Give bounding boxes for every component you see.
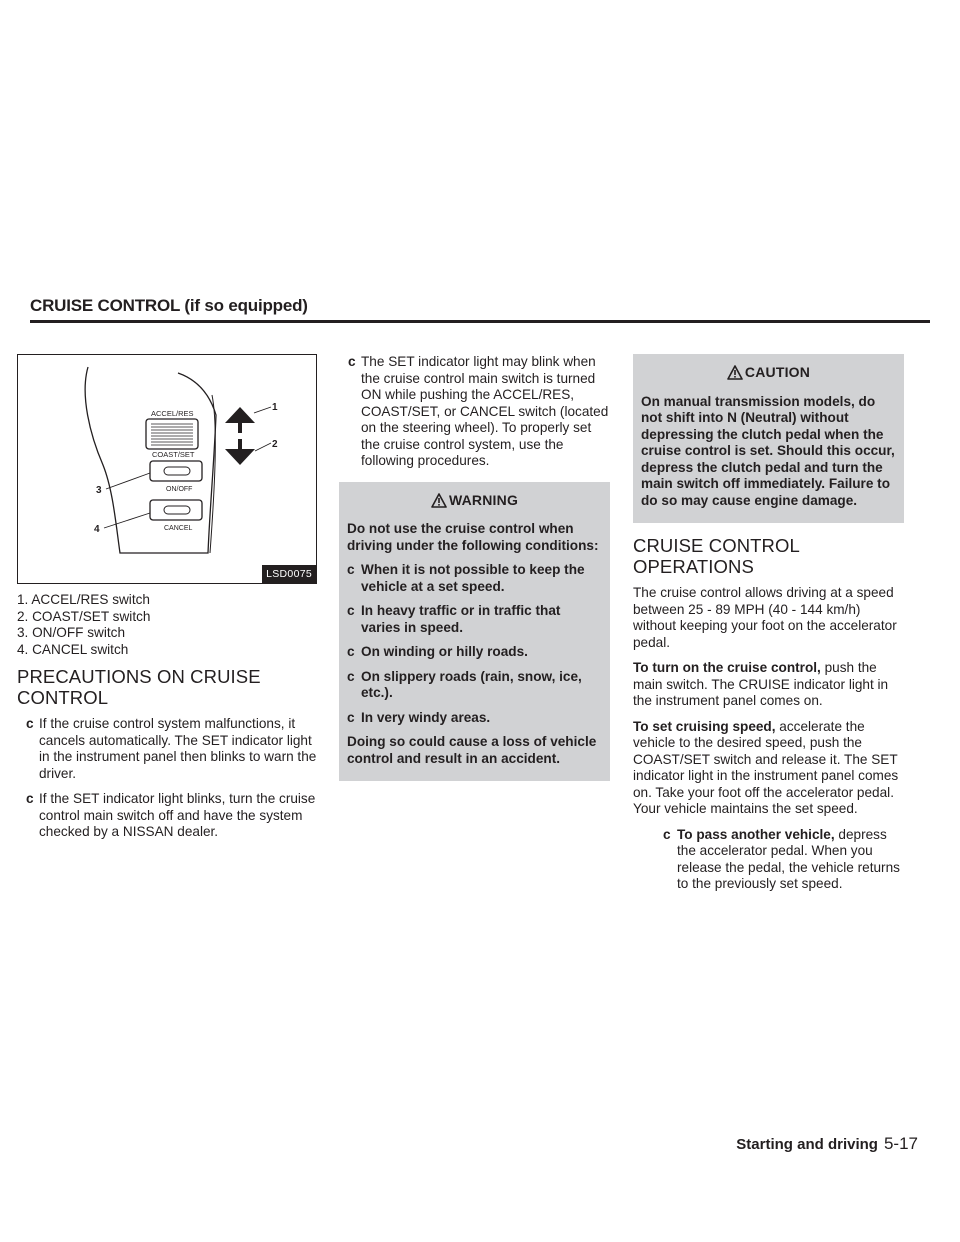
caption-item: 1. ACCEL/RES switch [17,592,150,607]
bullet-mark: c [347,668,355,684]
bullet-mark: c [26,716,34,731]
figure-code: LSD0075 [262,565,316,584]
column-right [633,354,904,902]
list-item [347,644,602,661]
caution-header [641,364,896,384]
accel-coast-switch [146,419,198,449]
set-speed-lead: To set cruising speed, [633,718,776,734]
page-footer [736,1134,918,1154]
precautions-heading: PRECAUTIONS ON CRUISE CONTROL [17,666,261,708]
operations-heading: CRUISE CONTROL OPERATIONS [633,535,800,577]
turn-on-text: push the main switch. The CRUISE indicator light in the instrument panel comes on. [633,660,889,708]
warning-header [347,492,602,512]
list-item [347,603,602,636]
caption-item: 2. COAST/SET switch [17,608,151,624]
callout-1: 1 [272,402,278,413]
turn-on-lead: To turn on the cruise control, [633,660,821,675]
caution-box [633,354,904,523]
list-item-text: In heavy traffic or in traffic that varies in speed. [361,603,561,635]
list-item-text: If the cruise control system malfunctions, it cancels automatically. The SET indicator light in the instrument panel then blinks to warn the driver. [39,716,317,781]
warning-icon [431,493,447,512]
pass-list [633,827,904,893]
cancel-legend: CANCEL [164,525,193,532]
callout-4: 4 [94,524,100,535]
list-item [347,710,602,727]
list-item [17,791,317,841]
cancel-switch [150,500,202,520]
pass-text: depress the accelerator pedal. When you release the pedal, the vehicle returns to the previously set speed. [677,826,900,891]
down-arrow-icon [225,439,255,465]
turn-on-paragraph [633,660,904,710]
section-title: CRUISE CONTROL (if so equipped) [30,296,308,315]
set-speed-text: accelerate the vehicle to the desired speed, push the COAST/SET switch and release it. The SET indicator light in the instrument panel comes on. Take your foot off the accelerator pedal. Your vehicle maintains the set speed. [633,718,899,816]
list-item [347,562,602,595]
caution-text: On manual transmission models, do not shift into N (Neutral) without depressing the clutch pedal when the cruise control is set. Should this occur, depress the clutch pedal and turn the main switch off immediately. Failure to do so may cause engine damage. [641,393,895,508]
list-item-text: On slippery roads (rain, snow, ice, etc.). [361,668,582,700]
page-number: 5-17 [883,1134,918,1153]
on-off-switch [150,461,202,481]
bullet-mark: c [348,354,356,369]
warning-intro: Do not use the cruise control when driving under the following conditions: [347,521,599,553]
list-item [347,669,602,702]
callout-3: 3 [96,485,102,496]
column-middle [339,354,610,781]
accel-res-legend: ACCEL/RES [151,409,194,418]
caution-title: CAUTION [744,364,811,380]
bullet-mark: c [663,826,671,842]
caption-item: 3. ON/OFF switch [17,625,126,640]
list-item [17,716,317,782]
pass-lead: To pass another vehicle, [677,826,835,842]
coast-set-legend: COAST/SET [152,450,195,459]
caution-icon [727,365,743,384]
spoke-outline [85,367,216,553]
bullet-mark: c [347,603,355,618]
figure-captions [17,592,317,658]
list-item [339,354,610,470]
precautions-list [17,716,317,841]
list-item-text: If the SET indicator light blinks, turn the cruise control main switch off and have the system checked by a NISSAN dealer. [39,791,316,839]
up-arrow-icon [225,407,255,433]
section-divider [30,320,930,323]
warning-box [339,482,610,782]
list-item [633,827,904,893]
operations-intro: The cruise control allows driving at a speed between 25 - 89 MPH (40 - 144 km/h) without keeping your foot on the accelerator pedal. [633,585,897,650]
bullet-mark: c [347,644,355,659]
bullet-mark: c [347,709,355,725]
list-item-text: On winding or hilly roads. [361,644,528,659]
cruise-switch-figure [17,354,317,584]
list-item-text: The SET indicator light may blink when the cruise control main switch is turned ON while pushing the ACCEL/RES, COAST/SET, or CANCEL switch (located on the steering wheel). To properly set the cruise control system, use the following procedures. [361,354,609,468]
on-off-legend: ON/OFF [166,486,193,493]
set-speed-paragraph [633,719,904,818]
column-left [17,354,317,850]
callout-2: 2 [272,439,278,450]
list-item-text: In very windy areas. [361,709,491,725]
bullet-mark: c [26,791,34,806]
warning-list [347,562,602,726]
bullet-mark: c [347,562,355,577]
steering-switch-diagram [18,355,318,585]
precautions-list-continued [339,354,610,470]
caption-item: 4. CANCEL switch [17,641,129,657]
warning-closing: Doing so could cause a loss of vehicle control and result in an accident. [347,734,597,766]
warning-title: WARNING [448,491,519,508]
list-item-text: When it is not possible to keep the vehicle at a set speed. [361,562,585,594]
footer-section: Starting and driving [736,1136,878,1153]
